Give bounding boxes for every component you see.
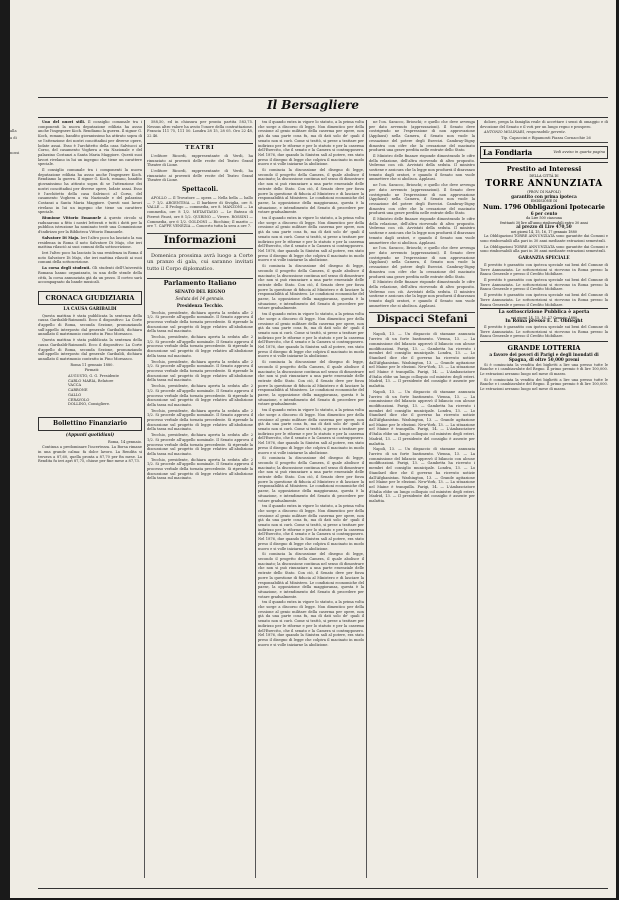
edge-text-line — [10, 458, 28, 466]
ad-prestito-city: TORRE ANNUNZIATA — [485, 179, 603, 190]
edge-text-line — [10, 840, 28, 848]
article-text: Napoli, 13. — Un dispaccio di stamane annunzia l'arrivo di un forte bastimento. Vienna, 13. — La commissione del bilancio approvò il bilancio con alcune modificazioni. Parigi, 13. — Gambetta ha ricevuto i membri del consiglio municipale. Londra, 13. — Lo Standard dice che il governo ha ricevuto notizie dall'Afghanistan. Washington, 13. — Grande agitazione nel Maine per le elezioni. New-York, 13. — La situazione nel Maine è tranquilla. Parigi, 14. — L'Ambasciatore d'Italia ebbe un lungo colloquio col ministro degli esteri. Madrid, 13. — Il presidente del consiglio è assente per malattia. — [369, 447, 475, 504]
edge-text-line — [10, 705, 28, 713]
article-text: Si è cominciata la vendita dei biglietti a lire una presso tutte le Banche e i cambiavalute del Regno. Il primo premio è di lire 100,000. Le estrazioni avranno luogo nel mese di marzo. — [480, 362, 608, 376]
masthead-top-rule — [38, 97, 608, 98]
edge-text-line: alla — [10, 128, 17, 133]
heading-seduta: Seduta del 14 gennaio. — [175, 296, 225, 302]
edge-text-line — [10, 713, 28, 721]
column-3 — [258, 120, 364, 890]
subsection-causa-garibaldi: LA CAUSA GARIBALDI — [63, 305, 117, 311]
edge-text-line — [10, 555, 28, 563]
article-text: 588,50, ed in chiusura per pronta partita 583,75. Nessun altro valore ha avuto l'onore della contrattazione. Francia 111 75, 111 50. Londra 28 15, 28 05. Oro 22 48, 22 46. — [147, 120, 253, 139]
edge-text-line — [10, 563, 28, 571]
article-text: Questa mattina è stata pubblicata la sentenza della causa Garibaldi-Raimondi. Ecco il dispositivo: La Corte d'appello di Roma, seconda Sezione, pronunziando sull'appello interposto dal generale Garibaldi, dichiara annullato il matrimonio contratto in Fino Mornasco. — [38, 313, 142, 337]
edge-text-line — [10, 525, 28, 533]
column-separator — [366, 120, 367, 878]
masthead-title: Il Bersagliere — [266, 98, 360, 112]
edge-text-line — [10, 503, 28, 511]
article-text: tra il quando entra in vigore lo statuto, a la prima volta che sorge a discorso di legge. Non dimentico per della cessione al genio militare della caserma per opere, non già da una parte cosa fu, ma di dati solo de' quali il senato non si curò. Come si trattò, si prese a trattare per indirizzo per le riforme e per lo statuto e per la caserma dell'Esercito, che il senato e la Camera si contrapposero. Nel 1876, due quando la Sinistra salì al potere, era stato preso il disegno di legge che colpiva il macinato in modo nuovo e si volle iniziarne la abolizione. — [258, 312, 364, 359]
signature-line: CERAVOLO — [68, 397, 90, 402]
article-text: L'editore Ricordi, rappresentante di Verdi, ha rinunziato ai proventi delle recite del Teatro Grand Theatre di Lione. — [147, 168, 253, 183]
edge-text-line — [10, 630, 28, 638]
column-5 — [480, 120, 608, 890]
edge-text-line — [10, 158, 28, 166]
article-text: Tecchio, presidente, dichiara aperta la seduta alle 2 1/2. Si procede all'appello nominale. Il Senato approva il processo verbale della tornata precedente. Si riprende la discussione sul progetto di legge relativo all'abolizione della tassa sul macinato. — [147, 335, 253, 358]
edge-text-line — [10, 480, 28, 488]
edge-text-line — [10, 270, 28, 278]
ad-prestito-heading: Prestito ad Interessi — [506, 164, 582, 173]
edge-text-line — [10, 623, 28, 631]
edge-text-line: nossi — [10, 151, 20, 155]
ad-prestito-guarantee: garantito con prima ipoteca — [511, 193, 577, 199]
edge-text-line — [10, 585, 28, 593]
ad-prestito — [480, 162, 608, 235]
article-text: Si comincia la discussione del disegno di legge, secondo il progetto della Camera, il quale abolisce il macinato; la discussione continua nel senso di dimostrare che non si può rinunziare a una parte essenziale delle entrate dello Stato. Con ciò, il Senato deve per forza porre la questione di fiducia al Ministero e di lasciare la responsabilità al Ministero. Le condizioni economiche del paese, la opposizione della maggioranza, questa è la situazione, e intendimento del Senato di procedere per votare gradualmente. — [258, 264, 364, 311]
edge-text-line — [10, 248, 28, 256]
ad-lotteria — [480, 341, 608, 362]
edge-text-line — [10, 210, 28, 218]
edge-text-line — [10, 443, 28, 451]
edge-text-line — [10, 608, 28, 616]
edge-text-line — [10, 255, 28, 263]
edge-text-line — [10, 518, 28, 526]
column-1 — [38, 120, 142, 890]
heading-garanzia: GARANZIA SPECIALE — [518, 255, 570, 261]
edge-text-line — [10, 218, 28, 226]
bollettino-date: Roma, 14 gennaio. — [107, 439, 142, 444]
signed-date: Roma 11 gennaio 1880. — [70, 362, 114, 367]
edge-text-line — [10, 405, 28, 413]
column-4 — [369, 120, 475, 890]
article-text: Il Ministro delle finanze risponde dimostrando le cifre della relazione, dell'altra ricevendo di altro proposito. Vedremo con ciò. Avvistati della seduta. Il ministro sostiene e assicura che la legge non produrrà il disavanzo temuto dagli oratori, e quando il Senato non vuole ammettere che si abolisca. Applausi. — [369, 153, 475, 182]
printer-line: Tip. Capaccini e Ripamonti Piazza Cornacchie 26 — [480, 136, 608, 143]
heading-riunione: Riunione Vittorio Emanuele — [42, 216, 102, 221]
edge-text-line — [10, 465, 28, 473]
edge-text-line — [10, 450, 28, 458]
edge-text-line — [10, 578, 28, 586]
signature-line: CARLO MARIA, Relatore — [68, 378, 114, 383]
article-text: Si è cominciata la vendita dei biglietti a lire una presso tutte le Banche e i cambiavalute del Regno. Il primo premio è di lire 100,000. Le estrazioni avranno luogo nel mese di marzo. — [480, 377, 608, 392]
heading-presidenza: Presidenza Tecchio. — [176, 302, 224, 308]
article-text: tra il quando entra in vigore lo statuto, a la prima volta che sorge a discorso di legge. Non dimentico per della cessione al genio militare della caserma per opere, non già da una parte cosa fu, ma di dati solo de' quali il senato non si curò. Come si trattò, si prese a trattare per indirizzo per le riforme e per lo statuto e per la caserma dell'Esercito, che il senato e la Camera si contrapposero. Nel 1876, due quando la Sinistra salì al potere, era stato preso il disegno di legge che colpiva il macinato in modo nuovo e si volle iniziarne la abolizione. — [258, 120, 364, 167]
ad-prestito-interest: 6 per cento — [530, 210, 558, 216]
edge-text-line — [10, 690, 28, 698]
article-text: Il prestito è garantito con ipoteca speciale sui beni del Comune di Torre Annunziata. Le sottoscrizioni si ricevono in Roma presso la Banca Generale e presso il Credito Mobiliare. — [480, 262, 608, 277]
edge-text-line — [10, 308, 28, 316]
article-text: tra il quando entra in vigore lo statuto, a la prima volta che sorge a discorso di legge. Non dimentico per della cessione al genio militare della caserma per opere, non già da una parte cosa fu, ma di dati solo de' quali il senato non si curò. Come si trattò, si prese a trattare per indirizzo per le riforme e per lo statuto e per la caserma dell'Esercito, che il senato e la Camera si contrapposero. Nel 1876, due quando la Sinistra salì al potere, era stato preso il disegno di legge che colpiva il macinato in modo nuovo e si volle iniziarne la abolizione. — [258, 216, 364, 263]
signature-line: GALLO — [68, 392, 82, 397]
edge-text-line — [10, 548, 28, 556]
edge-text-line — [10, 540, 28, 548]
edge-text-line — [10, 278, 28, 286]
edge-text-line — [10, 638, 28, 646]
previous-page-edge — [10, 120, 28, 878]
article-text: Il Ministro delle finanze risponde dimostrando le cifre della relazione, dell'altra ricevendo di altro proposito. Vedremo con ciò. Avvistati della seduta. Il ministro sostiene e assicura che la legge non produrrà il disavanzo temuto dagli oratori, e quando il Senato non vuole ammettere che si abolisca. Applausi. — [369, 217, 475, 245]
edge-text-line — [10, 323, 28, 331]
article-text: Si comincia la discussione del disegno di legge, secondo il progetto della Camera, il quale abolisce il macinato; la discussione continua nel senso di dimostrare che non si può rinunziare a una parte essenziale delle entrate dello Stato. Con ciò, il Senato deve per forza porre la questione di fiducia al Ministero e di lasciare la responsabilità al Ministero. Le condizioni economiche del paese, la opposizione della maggioranza, questa è la situazione, e intendimento del Senato di procedere per votare gradualmente. — [258, 456, 364, 503]
article-text: Tecchio, presidente, dichiara aperta la seduta alle 2 1/2. Si procede all'appello nominale. Il Senato approva il processo verbale della tornata precedente. Si riprende la discussione sul progetto di legge relativo all'abolizione della tassa sul macinato. — [147, 359, 253, 383]
edge-text-line — [10, 863, 28, 871]
edge-text-line — [10, 165, 28, 173]
article-text: Domenica prossima avrà luogo a Corte un pranzo di gala, cui saranno invitati tutto il Corpo diplomatico. — [147, 252, 253, 272]
edge-text-line — [10, 383, 28, 391]
sottoscrizione-heading: La sottoscrizione Pubblica è aperta — [498, 310, 590, 316]
edge-text-line — [10, 420, 28, 428]
article-text: tra il quando entra in vigore lo statuto, a la prima volta che sorge a discorso di legge. Non dimentico per della cessione al genio militare della caserma per opere, non già da una parte cosa fu, ma di dati solo de' quali il senato non si curò. Come si trattò, si prese a trattare per indirizzo per le riforme e per lo statuto e per la caserma dell'Esercito, che il senato e la Camera si contrapposero. Nel 1876, due quando la Sinistra salì al potere, era stato preso il disegno di legge che colpiva il macinato in modo nuovo e si volle iniziarne la abolizione. — [258, 408, 364, 455]
edge-text-line — [10, 225, 28, 233]
edge-text-line — [10, 533, 28, 541]
heading-dispacci-stefani: Dispacci Stefani — [369, 312, 475, 328]
signed-label: Firmati: — [84, 368, 100, 373]
edge-text-line — [10, 338, 28, 346]
edge-text-line — [10, 848, 28, 856]
ad-fondiaria-name: La Fondiaria — [483, 147, 533, 157]
ad-prestito-sub: DELLA CITTÀ DI — [529, 173, 559, 178]
ad-prestito-number: Num. 1796 Obbligazioni Ipotecarie — [483, 203, 605, 211]
column-separator — [255, 120, 256, 878]
edge-text-line — [10, 495, 28, 503]
edge-text-line — [10, 285, 28, 293]
edge-text-line — [10, 735, 28, 743]
edge-text-line — [10, 263, 28, 271]
edge-text-line — [10, 878, 28, 879]
edge-text-line — [10, 675, 28, 683]
edge-text-line — [10, 473, 28, 481]
article-text: Il prestito è garantito con ipoteca speciale sui beni del Comune di Torre Annunziata. Le sottoscrizioni si ricevono in Roma presso la Banca Generale e presso il Credito Mobiliare. — [480, 277, 608, 292]
sottoscrizione-place: In Roma presso E. E. Oblieght — [505, 319, 583, 325]
heading-senato: SENATO DEL REGNO — [174, 289, 226, 295]
article-text: Tecchio, presidente, dichiara aperta la seduta alle 2 1/2. Si procede all'appello nominale. Il Senato approva il processo verbale della tornata precedente. Si riprende la discussione sul progetto di legge relativo all'abolizione della tassa sul macinato. — [147, 384, 253, 407]
ad-prestito-value: da Lire 500 ciascuna — [526, 216, 562, 221]
heading-informazioni: Informazioni — [147, 233, 253, 249]
edge-text-line — [10, 143, 28, 151]
edge-text-line — [10, 615, 28, 623]
article-text: Tecchio, presidente, dichiara aperta la seduta alle 2 1/2. Si procede all'appello nominale. Il Senato approva il processo verbale della tornata precedente. Si riprende la discussione sul progetto di legge relativo all'abolizione della tassa sul macinato. — [147, 408, 253, 432]
edge-text-line — [10, 728, 28, 736]
edge-text-line — [10, 413, 28, 421]
edge-text-line — [10, 810, 28, 818]
edge-text-line — [10, 758, 28, 766]
article-text: Tecchio, presidente, dichiara aperta la seduta alle 2 1/2. Si procede all'appello nominale. Il Senato approva il processo verbale della tornata precedente. Si riprende la discussione sul progetto di legge relativo all'abolizione della tassa sul macinato. — [147, 433, 253, 456]
heading-nuovi-stili: Uno del nuovi stili. — [42, 120, 86, 124]
article-text: L'editore Ricordi, rappresentante di Verdi, ha rinunziato ai proventi delle recite del Teatro Grand Theatre di Lione. — [147, 153, 253, 168]
edge-text-line — [10, 435, 28, 443]
edge-text-line — [10, 600, 28, 608]
edge-text-line — [10, 825, 28, 833]
article-text: Il consiglio comunale tra i componenti la nuova deputazione edilizia ha assso anche l'ingegnere Koch. Rendiamo la guerra. Il signor G. Koch, romano, bandito giovanissimo ha attirato sopra di se l'attenzione dei nostri concittadini per diverse opere, lodate assai. Esso è l'architetto della casa Salviucci al Corso, del casamento Voghera a via Nazionale e del palazzino Costanzi a Santa Maria Maggiore. Questi suoi lavori rivelano in lui un ingegno che tiene un carattere speciale. — [38, 168, 142, 215]
column-separator — [144, 120, 145, 878]
sottoscrizione-dates: nei giorni 14, 15, 16, 17 Gennaio 1880 — [510, 315, 578, 320]
edge-text-line — [10, 765, 28, 773]
article-text: ne l'on. Saracco, Brioschi; e quello che deve avvenga per dato avvenuto (apprezzazioni). Il Senato deve costrigendo ne l'espressione di non approvazione (Applausi) nella Camera, il Senato non vuole la cessazione del potere degli Esercizi. Cambray-Digny dimostra con cifre che la cessazione del macinato produrrà una grave perdita nelle entrate dello Stato. — [369, 120, 475, 153]
article-text: ne l'on. Saracco, Brioschi; e quello che deve avvenga per dato avvenuto (apprezzazioni). Il Senato deve costrigendo ne l'espressione di non approvazione (Applausi) nella Camera, il Senato non vuole la cessazione del potere degli Esercizi. Cambray-Digny dimostra con cifre che la cessazione del macinato produrrà una grave perdita nelle entrate dello Stato. — [369, 183, 475, 216]
column-separator — [477, 120, 478, 878]
ad-prestito-seguito: al prezzo di Lire 470,50 — [516, 224, 572, 230]
article-text: Napoli, 13. — Un dispaccio di stamane annunzia l'arrivo di un forte bastimento. Vienna, 13. — La commissione del bilancio approvò il bilancio con alcune modificazioni. Parigi, 13. — Gambetta ha ricevuto i membri del consiglio municipale. Londra, 13. — Lo Standard dice che il governo ha ricevuto notizie dall'Afghanistan. Washington, 13. — Grande agitazione nel Maine per le elezioni. New-York, 13. — La situazione nel Maine è tranquilla. Parigi, 14. — L'Ambasciatore d'Italia ebbe un lungo colloquio col ministro degli esteri. Madrid, 13. — Il presidente del consiglio è assente per malattia. — [369, 389, 475, 446]
edge-text-line — [10, 570, 28, 578]
edge-text-line — [10, 353, 28, 361]
ad-prestito-issue: EMISSIONE DI — [530, 199, 558, 204]
edge-text-line — [10, 698, 28, 706]
article-text: Tecchio, presidente, dichiara aperta la seduta alle 2 1/2. Si procede all'appello nominale. Il Senato approva il processo verbale della tornata precedente. Si riprende la discussione sul progetto di legge relativo all'abolizione della tassa sul macinato. — [147, 310, 253, 334]
section-cronaca-giudiziaria: CRONACA GIUDIZIARIA — [38, 291, 142, 305]
newspaper-page — [10, 0, 616, 898]
edge-text-line — [10, 360, 28, 368]
article-text: Napoli, 13. — Un dispaccio di stamane annunzia l'arrivo di un forte bastimento. Vienna, 13. — La commissione del bilancio approvò il bilancio con alcune modificazioni. Parigi, 13. — Gambetta ha ricevuto i membri del consiglio municipale. Londra, 13. — Lo Standard dice che il governo ha ricevuto notizie dall'Afghanistan. Washington, 13. — Grande agitazione nel Maine per le elezioni. New-York, 13. — La situazione nel Maine è tranquilla. Parigi, 14. — L'Ambasciatore d'Italia ebbe un lungo colloquio col ministro degli esteri. Madrid, 13. — Il presidente del consiglio è assente per malattia. — [369, 332, 475, 389]
heading-corsa-studenti: La corsa degli studenti. — [42, 266, 91, 271]
edge-text-line — [10, 293, 28, 301]
edge-text-line — [10, 870, 28, 878]
lotteria-sub: a favore dei poveri di Parigi e degli inondati di Spagna, di oltre 50,000 premi — [489, 352, 599, 362]
article-text: ne l'on. Saracco, Brioschi; e quello che deve avvenga per dato avvenuto (apprezzazioni). Il Senato deve costrigendo ne l'espressione di non approvazione (Applausi) nella Camera, il Senato non vuole la cessazione del potere degli Esercizi. Cambray-Digny dimostra con cifre che la cessazione del macinato produrrà una grave perdita nelle entrate dello Stato. — [369, 246, 475, 279]
signature-line: DOLLINO, Consigliere. — [68, 402, 111, 407]
edge-text-line — [10, 818, 28, 826]
ad-prestito-frutt: fruttanti 30 lire all'anno rimborsabili entro 30 anni — [500, 220, 588, 225]
edge-text-line — [10, 233, 28, 241]
edge-text-line — [10, 593, 28, 601]
ad-sottoscrizione — [480, 308, 608, 325]
ad-prestito-province: (PROV. DI NAPOLI) — [527, 190, 561, 195]
edge-text-line — [10, 750, 28, 758]
responsible-gerente: ANTONIO MOLINARI, responsabile gerente. — [484, 130, 566, 135]
edge-text-line — [10, 683, 28, 691]
edge-text-line — [10, 120, 28, 128]
article-text: dolore, prega la famiglia reale di accettare i sensi di omaggio e di devozione del Senato e il voti per un lungo regno e prospero. — [480, 120, 608, 129]
subsection-appunti: (Appunti quotidiani) — [65, 431, 115, 437]
article-text: APOLLO — Il Trovatore — opera — Nella bella — ballo — 7 1/2. ARGENTINA — Il barbiere di Siviglia, ore 8. VALLE — Il Prologo — commedia, ore 8. MANZONI — La commedia, ore 8 1/2. METASTASIO — Le Bateau di Pierrot Faust, ore 8 1/2. QUIRINO — Vivere. ROSSINI — Commedia, ore 6 1/2. GOLDONI — Ricchino; Il marito — ore 7. CAFFÈ VENEZIA — Concerto tutta la sera a ore 7. — [147, 196, 253, 229]
edge-text-line — [10, 300, 28, 308]
ad-fondiaria — [480, 146, 608, 159]
article-text: Si comincia la discussione del disegno di legge, secondo il progetto della Camera, il quale abolisce il macinato; la discussione continua nel senso di dimostrare che non si può rinunziare a una parte essenziale delle entrate dello Stato. Con ciò, il Senato deve per forza porre la questione di fiducia al Ministero e di lasciare la responsabilità al Ministero. Le condizioni economiche del paese, la opposizione della maggioranza, questa è la situazione, e intendimento del Senato di procedere per votare gradualmente. — [258, 552, 364, 599]
signatures-list — [38, 374, 142, 407]
edge-text-line — [10, 743, 28, 751]
edge-text-line — [10, 375, 28, 383]
edge-text-line — [10, 803, 28, 811]
edge-text-line — [10, 398, 28, 406]
edge-text-line — [10, 788, 28, 796]
signature-line: VACCA — [68, 383, 82, 388]
article-text: Il prestito è garantito con ipoteca speciale sui beni del Comune di Torre Annunziata. Le sottoscrizioni si ricevono in Roma presso la Banca Generale e presso il Credito Mobiliare. — [480, 293, 608, 307]
ad-prestito-dates: nei giorni 14, 15, 16, 17 gennaio 1880 — [511, 229, 577, 234]
article-text: Ieri l'altro poco ha lasciato la sua residenza in Roma il noto Salvatore Di Majo, che ieri mattina rilasciò ai suoi comuni della sottoscrizione. — [38, 235, 142, 250]
article-text: Tecchio, presidente, dichiara aperta la seduta alle 2 1/2. Si procede all'appello nominale. Il Senato approva il processo verbale della tornata precedente. Si riprende la discussione sul progetto di legge relativo all'abolizione della tassa sul macinato. — [147, 457, 253, 481]
article-text: Continua a predominare l'incertezza. La Borsa rimane in una grande calma: fa dolce lavoro. La Rendita si trovava a 87,60, quella pronta a 87,70 per fin mese. La Rendita fu ieri aprì 87,75, chiuse per fine mese a 87,73. — [38, 445, 142, 464]
signature-line: CARBONE — [68, 388, 88, 393]
edge-text-line — [10, 345, 28, 353]
edge-text-line — [10, 195, 28, 203]
edge-text-line — [10, 653, 28, 661]
edge-text-line — [10, 833, 28, 841]
article-text: La Obbligazioni TORRE ANNUNZIATA sono garantite dai Comuni e sono rimborsabili alla pari in 30 anni mediante estrazioni semestrali. — [480, 244, 608, 254]
edge-text-line — [10, 173, 28, 181]
masthead-bottom-rule — [38, 117, 608, 118]
article-text: La Obbligazioni TORRE ANNUNZIATA sono garantite dai Comuni e sono rimborsabili alla pari in 30 anni mediante estrazioni semestrali. — [480, 234, 608, 244]
edge-text-line: a di — [10, 136, 17, 140]
edge-text-line — [10, 488, 28, 496]
article-text: Questa mattina è stata pubblicata la sentenza della causa Garibaldi-Raimondi. Ecco il dispositivo: La Corte d'appello di Roma, seconda Sezione, pronunziando sull'appello interposto dal generale Garibaldi, dichiara annullato il matrimonio contratto in Fino Mornasco. — [38, 338, 142, 361]
section-bollettino-finanziario: Bollettino Finanziario — [38, 417, 142, 431]
page-bottom-rule — [38, 888, 608, 889]
article-text: Il consiglio comunale tra i componenti la nuova deputazione edilizia ha assso anche l'ingegnere Koch. Rendiamo la guerra. Il signor G. Koch, romano, bandito giovanissimo ha attirato sopra di se l'attenzione dei nostri concittadini per diverse opere, lodate assai. Esso è l'architetto della casa Salviucci al Corso, del casamento Voghera a via Nazionale e del palazzino Costanzi a Santa Maria Maggiore. Questi suoi lavori rivelano in lui un ingegno che tiene un carattere speciale. — [38, 120, 142, 167]
edge-text-line — [10, 720, 28, 728]
edge-text-line — [10, 368, 28, 376]
article-text: Il prestito è garantito con ipoteca speciale sui beni del Comune di Torre Annunziata. Le sottoscrizioni si ricevono in Roma presso la Banca Generale e presso il Credito Mobiliare. — [480, 325, 608, 339]
article-text: Si comincia la discussione del disegno di legge, secondo il progetto della Camera, il quale abolisce il macinato; la discussione continua nel senso di dimostrare che non si può rinunziare a una parte essenziale delle entrate dello Stato. Con ciò, il Senato deve per forza porre la questione di fiducia al Ministero e di lasciare la responsabilità al Ministero. Le condizioni economiche del paese, la opposizione della maggioranza, questa è la situazione, e intendimento del Senato di procedere per votare gradualmente. — [258, 168, 364, 215]
heading-teatri: TEATRI — [147, 143, 253, 152]
article-text: tra il quando entra in vigore lo statuto, a la prima volta che sorge a discorso di legge. Non dimentico per della cessione al genio militare della caserma per opere, non già da una parte cosa fu, ma di dati solo de' quali il senato non si curò. Come si trattò, si prese a trattare per indirizzo per le riforme e per lo statuto e per la caserma dell'Esercito, che il senato e la Camera si contrapposero. Nel 1876, due quando la Sinistra salì al potere, era stato preso il disegno di legge che colpiva il macinato in modo nuovo e si volle iniziarne la abolizione. — [258, 504, 364, 551]
article-text: Il Ministro delle finanze risponde dimostrando le cifre della relazione, dell'altra ricevendo di altro proposito. Vedremo con ciò. Avvistati della seduta. Il ministro sostiene e assicura che la legge non produrrà il disavanzo temuto dagli oratori, e quando il Senato non vuole ammettere che si abolisca. Applausi. — [369, 280, 475, 308]
edge-text-line — [10, 240, 28, 248]
edge-text-line — [10, 660, 28, 668]
edge-text-line — [10, 390, 28, 398]
edge-text-line — [10, 773, 28, 781]
edge-text-line — [10, 668, 28, 676]
edge-text-line — [10, 428, 28, 436]
edge-text-line — [10, 315, 28, 323]
edge-text-line — [10, 855, 28, 863]
column-2 — [147, 120, 253, 890]
edge-text-line — [10, 795, 28, 803]
article-text: A questo circolo si radunarono a fitto i nostri letterati e tutti i dotti per la pubblica istruzione ha nominato testè una Commissione d'indirizzo per la Biblioteca Vittorio Emanuele. — [38, 216, 142, 235]
edge-text-line — [10, 203, 28, 211]
article-text: tra il quando entra in vigore lo statuto, a la prima volta che sorge a discorso di legge. Non dimentico per della cessione al genio militare della caserma per opere, non già da una parte cosa fu, ma di dati solo de' quali il senato non si curò. Come si trattò, si prese a trattare per indirizzo per le riforme e per lo statuto e per la caserma dell'Esercito, che il senato e la Camera si contrapposero. Nel 1876, due quando la Sinistra salì al potere, era stato preso il disegno di legge che colpiva il macinato in modo nuovo e si volle iniziarne la abolizione. — [258, 600, 364, 647]
article-text: Ieri l'altro poco ha lasciato la sua residenza in Roma il noto Salvatore Di Majo, che ieri mattina rilasciò ai suoi comuni della sottoscrizione. — [38, 250, 142, 265]
signature-line: AUGUSTO, G. G. Presidente — [68, 374, 120, 379]
lotteria-heading: GRANDE LOTTERIA — [507, 344, 581, 353]
edge-text-line — [10, 780, 28, 788]
edge-text-line — [10, 645, 28, 653]
heading-spettacoli: Spettacoli. — [181, 186, 219, 194]
heading-parlamento: Parlamento Italiano — [147, 278, 253, 288]
article-text: Si comincia la discussione del disegno di legge, secondo il progetto della Camera, il quale abolisce il macinato; la discussione continua nel senso di dimostrare che non si può rinunziare a una parte essenziale delle entrate dello Stato. Con ciò, il Senato deve per forza porre la questione di fiducia al Ministero e di lasciare la responsabilità al Ministero. Le condizioni economiche del paese, la opposizione della maggioranza, questa è la situazione, e intendimento del Senato di procedere per votare gradualmente. — [258, 360, 364, 407]
ad-fondiaria-sub: Vedi avviso in quarta pagina — [553, 149, 605, 154]
edge-text-line — [10, 188, 28, 196]
edge-text-line — [10, 510, 28, 518]
heading-di-majo: Salvatore Di Majo. — [42, 235, 80, 240]
article-text: Gli studenti dell'Università Romana hanno organizzato, in una delle strade della città, la corsa annunziata già da un pezzo. Il corteo sarà accompagnato da bande musicali. — [38, 266, 142, 285]
edge-text-line — [10, 180, 28, 188]
edge-text-line — [10, 330, 28, 338]
